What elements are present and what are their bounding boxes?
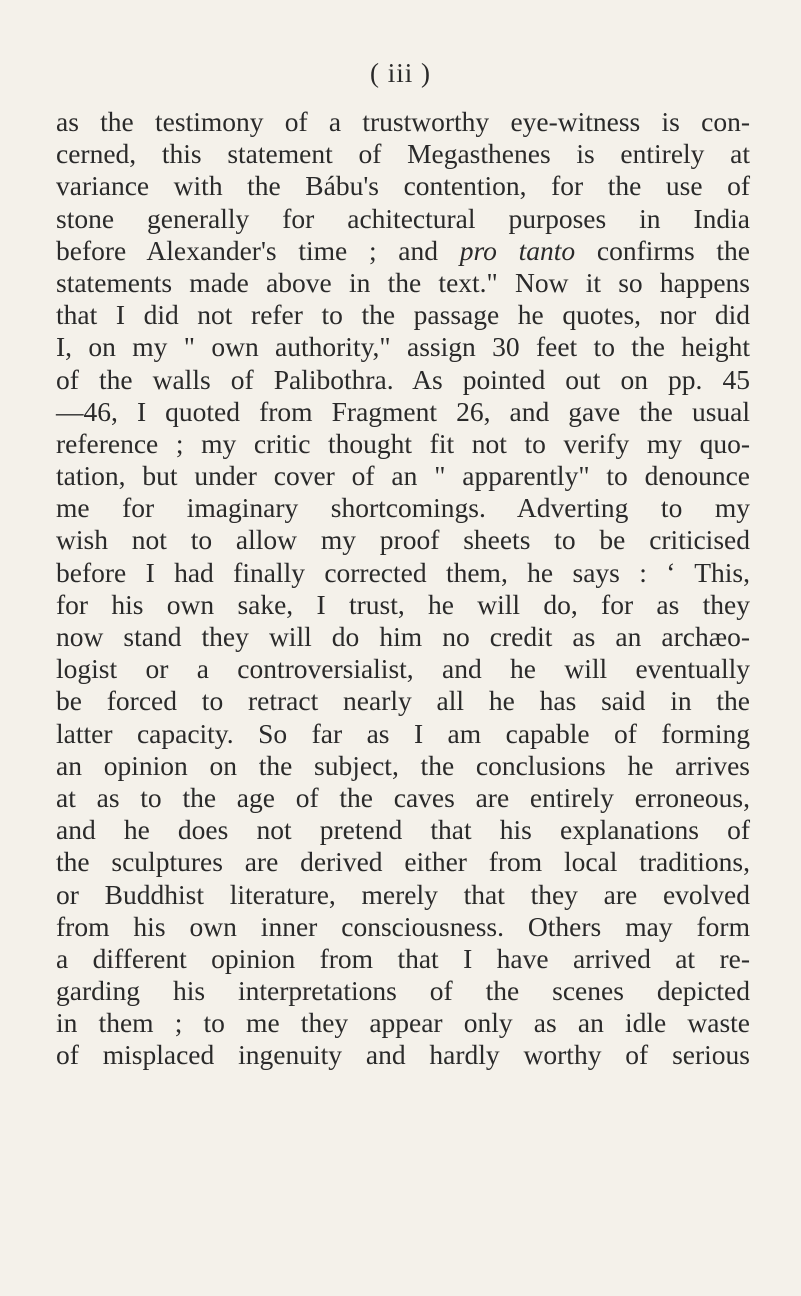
text-line: now stand they will do him no credit as an archæo- <box>56 621 750 652</box>
text-line: of misplaced ingenuity and hardly worthy of serious <box>56 1039 750 1071</box>
text-line-with-italic <box>56 235 750 267</box>
text-line: wish not to allow my proof sheets to be criticised <box>56 524 750 556</box>
text-line: me for imaginary shortcomings. Adverting to my <box>56 492 750 524</box>
text-line: for his own sake, I trust, he will do, for as they <box>56 588 750 620</box>
text-line: a different opinion from that I have arrived at re- <box>56 942 750 974</box>
text-line: statements made above in the text." Now it so happens <box>56 266 750 298</box>
text-line: logist or a controversialist, and he will eventually <box>56 653 750 685</box>
text-line: in them ; to me they appear only as an idle waste <box>56 1007 750 1039</box>
body-text <box>56 106 750 1072</box>
page-number: ( iii ) <box>370 58 431 88</box>
text-line: cerned, this statement of Megasthenes is entirely at <box>56 138 750 170</box>
text-line: of the walls of Palibothra. As pointed out on pp. 45 <box>56 363 750 395</box>
text-line: at as to the age of the caves are entirely erroneous, <box>56 781 750 813</box>
text-line: stone generally for achitectural purposes in India <box>56 202 750 234</box>
text-segment: confirms the <box>596 234 750 266</box>
text-line: an opinion on the subject, the conclusions he arrives <box>56 749 750 781</box>
text-line: as the testimony of a trustworthy eye-witness is con- <box>56 106 750 137</box>
italic-phrase: pro tanto <box>459 234 576 266</box>
text-line: variance with the Bábu's contention, for the use of <box>56 170 750 202</box>
text-line: tation, but under cover of an " apparently" to denounce <box>56 460 750 492</box>
text-line: I, on my " own authority," assign 30 feet to the height <box>56 331 750 363</box>
text-line: or Buddhist literature, merely that they are evolved <box>56 878 750 910</box>
text-line: garding his interpretations of the scenes depicted <box>56 975 750 1007</box>
text-line: —46, I quoted from Fragment 26, and gave the usual <box>56 395 750 427</box>
text-line: that I did not refer to the passage he quotes, nor did <box>56 299 750 331</box>
text-line: from his own inner consciousness. Others may form <box>56 910 750 942</box>
text-line: latter capacity. So far as I am capable of forming <box>56 717 750 749</box>
text-line: and he does not pretend that his explanations of <box>56 814 750 846</box>
text-line: the sculptures are derived either from local traditions, <box>56 846 750 878</box>
text-line: be forced to retract nearly all he has said in the <box>56 685 750 717</box>
text-line: reference ; my critic thought fit not to verify my quo- <box>56 427 750 459</box>
text-segment: before Alexander's time ; and <box>56 234 439 266</box>
text-line: before I had finally corrected them, he says : ‘ This, <box>56 556 750 588</box>
